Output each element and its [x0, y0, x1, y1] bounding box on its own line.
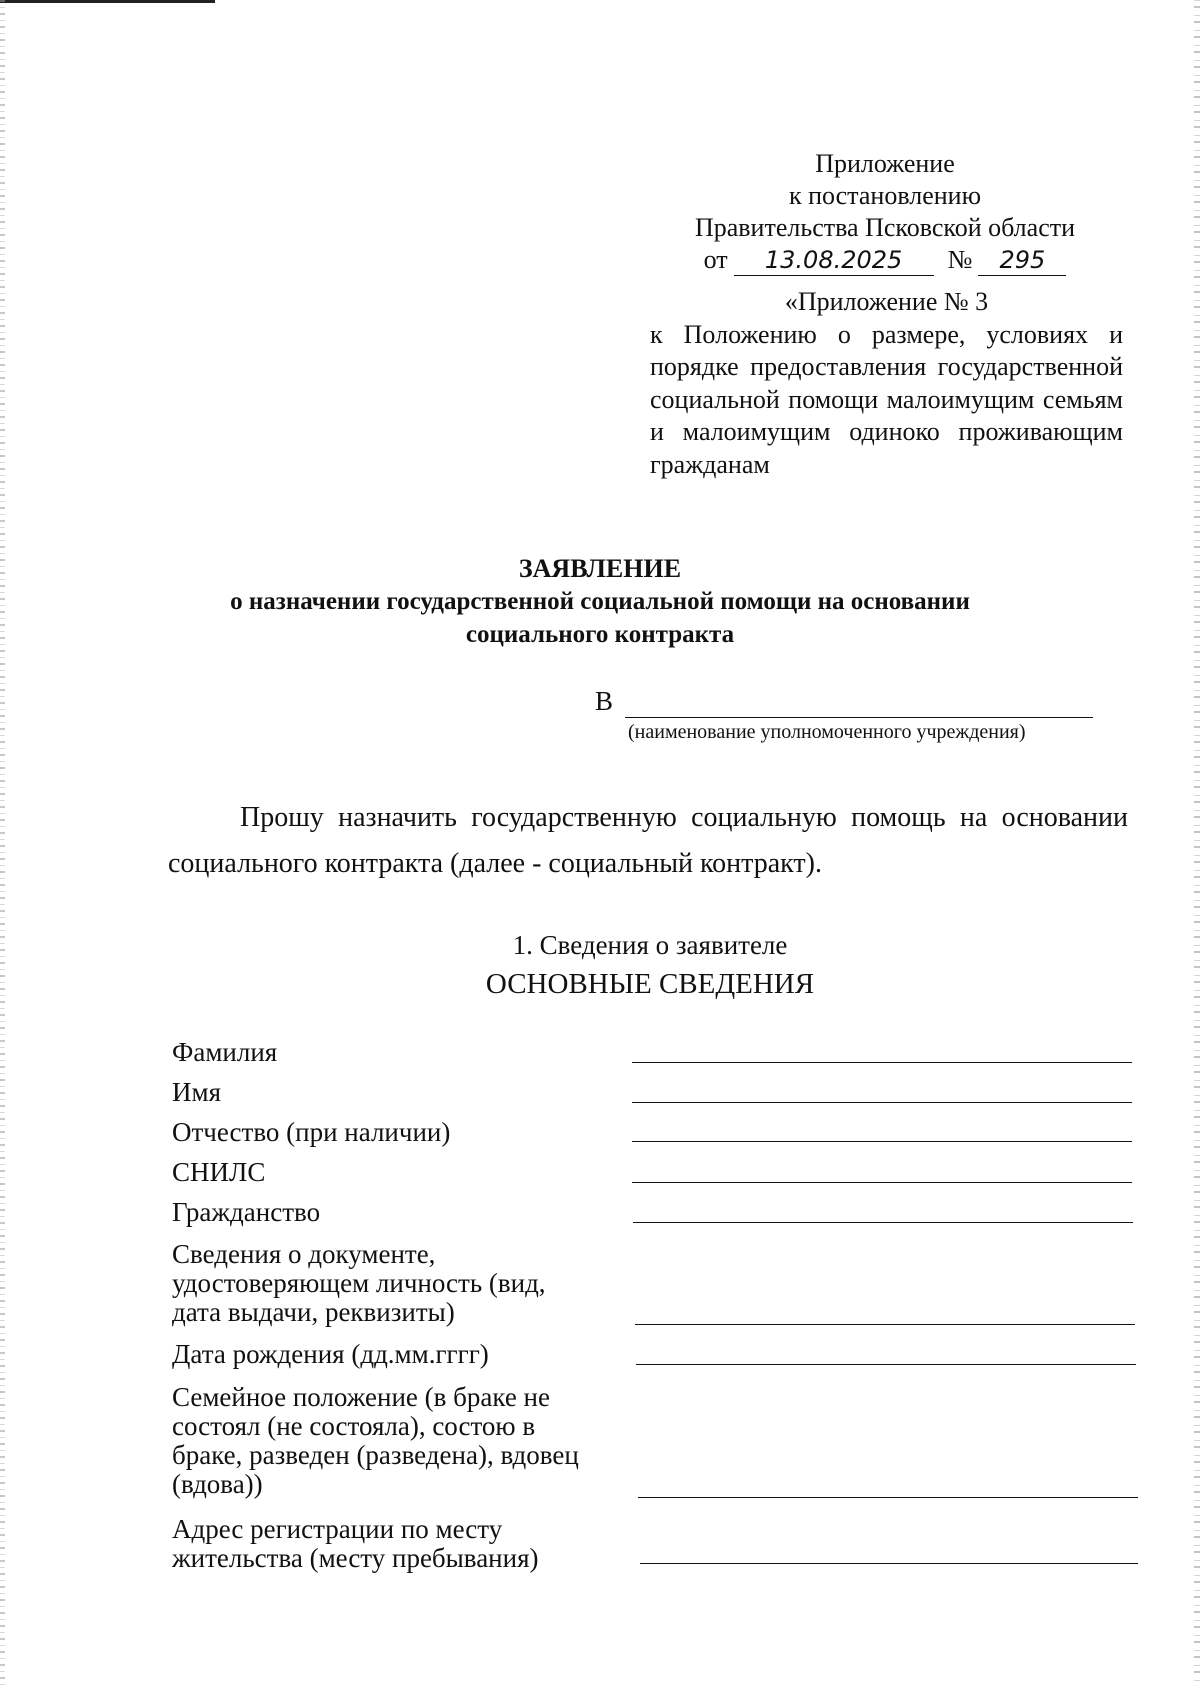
appendix-heading: «Приложение № 3 — [784, 287, 989, 316]
approval-date-line — [655, 244, 1115, 276]
registration-address-blank[interactable] — [640, 1563, 1138, 1564]
recipient-blank[interactable] — [625, 717, 1093, 718]
approval-line-3: Правительства Псковской области — [694, 213, 1076, 242]
field-label: Имя — [172, 1077, 222, 1107]
request-text: Прошу назначить государственную социальную помощь на основании социального контракта (далее - социальный контракт). — [168, 802, 1128, 879]
identity-document-blank[interactable] — [635, 1324, 1135, 1325]
field-name — [172, 1078, 602, 1107]
field-label: Сведения о документе, удостоверяющем личность (вид, дата выдачи, реквизиты) — [172, 1239, 546, 1327]
field-marital-status — [172, 1383, 612, 1499]
field-label: Гражданство — [172, 1197, 321, 1227]
scan-right-edge — [1194, 0, 1200, 1686]
approval-line-2: к постановлению — [788, 181, 982, 210]
marital-status-blank[interactable] — [638, 1497, 1138, 1498]
appendix-body: к Положению о размере, условиях и порядке предоставления государственной социальной помощи малоимущим семьям и малоимущим одиноко проживающим гражданам — [650, 319, 1123, 479]
snils-blank[interactable] — [632, 1182, 1132, 1183]
title-line-3: социального контракта — [465, 621, 735, 648]
name-blank[interactable] — [632, 1102, 1132, 1103]
field-label: СНИЛС — [172, 1157, 266, 1187]
document-title — [150, 552, 1050, 651]
patronymic-blank[interactable] — [632, 1141, 1132, 1142]
citizenship-blank[interactable] — [633, 1222, 1133, 1223]
birth-date-blank[interactable] — [636, 1364, 1136, 1365]
title-main: ЗАЯВЛЕНИЕ — [518, 554, 682, 583]
scan-left-edge — [0, 0, 5, 1686]
approval-block — [655, 148, 1115, 276]
section-subheading: ОСНОВНЫЕ СВЕДЕНИЯ — [485, 968, 815, 1000]
approval-line-1: Приложение — [815, 149, 955, 178]
number-prefix: № — [947, 245, 973, 274]
section-heading: 1. Сведения о заявителе — [512, 930, 788, 960]
date-prefix: от — [703, 245, 728, 274]
surname-blank[interactable] — [632, 1062, 1132, 1063]
appendix-block — [650, 286, 1123, 481]
field-label: Адрес регистрации по месту жительства (месту пребывания) — [172, 1514, 539, 1573]
recipient-caption: (наименование уполномоченного учреждения) — [628, 721, 1026, 743]
field-patronymic — [172, 1118, 602, 1147]
title-line-2: о назначении государственной социальной помощи на основании — [230, 588, 970, 615]
handwritten-number: 295 — [978, 245, 1066, 276]
handwritten-date: 13.08.2025 — [734, 245, 934, 276]
scan-edge-line — [0, 0, 215, 3]
field-identity-document — [172, 1240, 582, 1327]
field-label: Фамилия — [172, 1037, 278, 1067]
field-label: Дата рождения (дд.мм.гггг) — [172, 1339, 489, 1369]
field-label: Семейное положение (в браке не состоял (не состояла), состою в браке, разведен (разведена), вдовец (вдова)) — [172, 1382, 579, 1499]
field-surname — [172, 1038, 602, 1067]
recipient-prefix: В — [595, 686, 614, 716]
field-snils — [172, 1158, 602, 1187]
field-birth-date — [172, 1340, 602, 1369]
field-registration-address — [172, 1515, 592, 1573]
field-citizenship — [172, 1198, 602, 1227]
field-label: Отчество (при наличии) — [172, 1117, 451, 1147]
